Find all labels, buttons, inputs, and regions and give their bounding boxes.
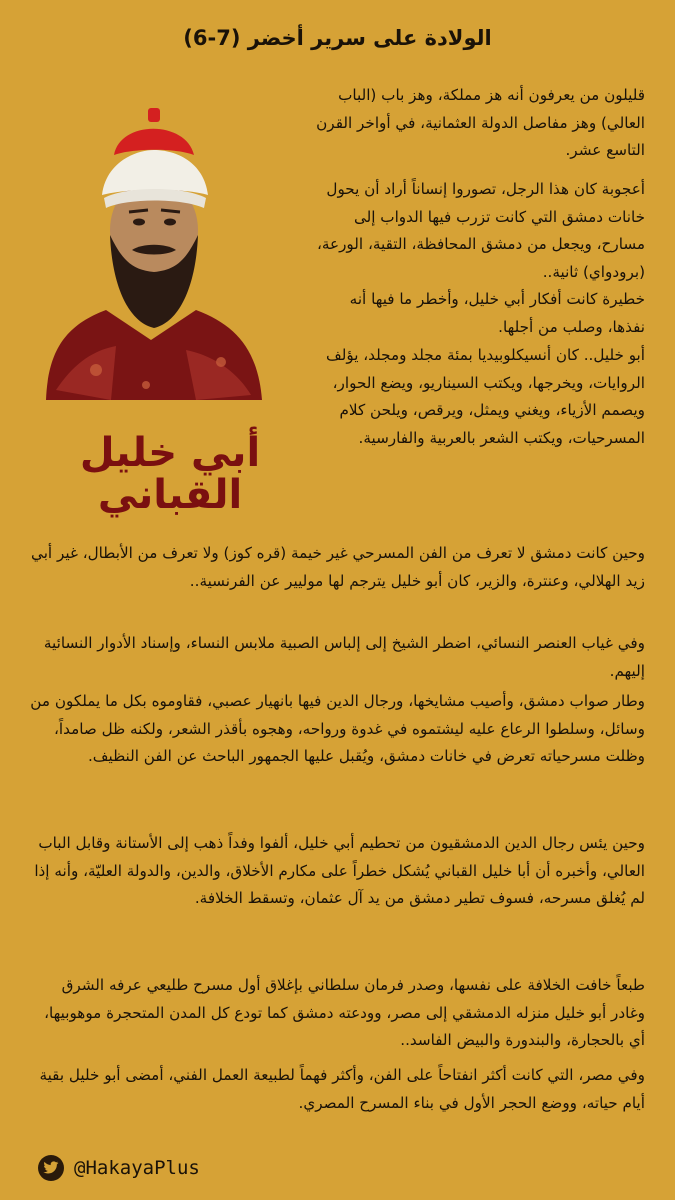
paragraph-7: وطار صواب دمشق، وأصيب مشايخها، ورجال الدين فيها بانهيار عصبي، فقاوموه بكل ما يملكون من وسائل، وسلطوا الرعاع عليه ليشتموه في غدوة ورواحه، وهجوه بأقذر الشعر، ولكنه ظل صامداً، وظلت مسرحياته تعرض في خانات دمشق، ويُقبل عليها الجمهور الباحث عن الفن النظيف. (30, 692, 645, 765)
paragraph-5: وحين كانت دمشق لا تعرف من الفن المسرحي غير خيمة (قره كوز) ولا تعرف من الأبطال، غير أبي زيد الهلالي، وعنترة، والزير، كان أبو خليل يترجم لها موليير عن الفرنسية.. (31, 544, 645, 590)
paragraph-9: طبعاً خافت الخلافة على نفسها، وصدر فرمان سلطاني بإغلاق أول مسرح طليعي عرفه الشرق وغادر أبو خليل منزله الدمشقي إلى مصر، وودعته دمشق كما تودع كل المدن المتحجرة موهوبيها، أي بالحجارة، والبندورة والبيض الفاسد.. (44, 976, 645, 1049)
paragraph-4: أبو خليل.. كان أنسيكلوبيديا بمئة مجلد ومجلد، يؤلف الروايات، ويخرجها، ويكتب السيناريو، ويضع الحوار، ويصمم الأزياء، ويغني ويمثل، ويرقص، ويلحن كلام المسرحيات، ويكتب الشعر بالعربية والفارسية. (326, 346, 645, 447)
paragraph-6: وفي غياب العنصر النسائي، اضطر الشيخ إلى إلباس الصبية ملابس النساء، وإسناد الأدوار النسائية إليهم. (43, 634, 645, 680)
portrait-svg (36, 100, 271, 430)
portrait-name-label: أبي خليل القباني (79, 430, 261, 518)
paragraph-2: أعجوبة كان هذا الرجل، تصوروا إنساناً أراد أن يحول خانات دمشق التي كانت تزرب فيها الدواب إلى مسارح، ويجعل من دمشق المحافظة، التقية، الورعة، (برودواي) ثانية.. (316, 180, 645, 281)
page-title: الولادة على سرير أخضر (7-6) (183, 26, 492, 50)
social-handle[interactable] (38, 1155, 200, 1181)
paragraph-3: خطيرة كانت أفكار أبي خليل، وأخطر ما فيها أنه نفذها، وصلب من أجلها. (349, 290, 645, 336)
portrait-illustration (36, 100, 271, 430)
twitter-handle-text: @HakayaPlus (74, 1157, 200, 1179)
paragraph-8: وحين يئس رجال الدين الدمشقيون من تحطيم أبي خليل، ألفوا وفداً ذهب إلى الأستانة وقابل الباب العالي، وأخبره أن أبا خليل القباني يُشكل خطراً على مكارم الأخلاق، والدين، والدولة العليّة، وأنه إذا لم يُغلق مسرحه، فسوف تطير دمشق من يد آل عثمان، وتسقط الخلافة. (34, 834, 645, 907)
paragraph-1: قليلون من يعرفون أنه هز مملكة، وهز باب (الباب العالي) وهز مفاصل الدولة العثمانية، في أواخر القرن التاسع عشر. (316, 86, 645, 159)
paragraph-10: وفي مصر، التي كانت أكثر انفتاحاً على الفن، وأكثر فهماً لطبيعة العمل الفني، أمضى أبو خليل بقية أيام حياته، ووضع الحجر الأول في بناء المسرح المصري. (39, 1066, 645, 1112)
twitter-bird-icon (38, 1155, 64, 1181)
